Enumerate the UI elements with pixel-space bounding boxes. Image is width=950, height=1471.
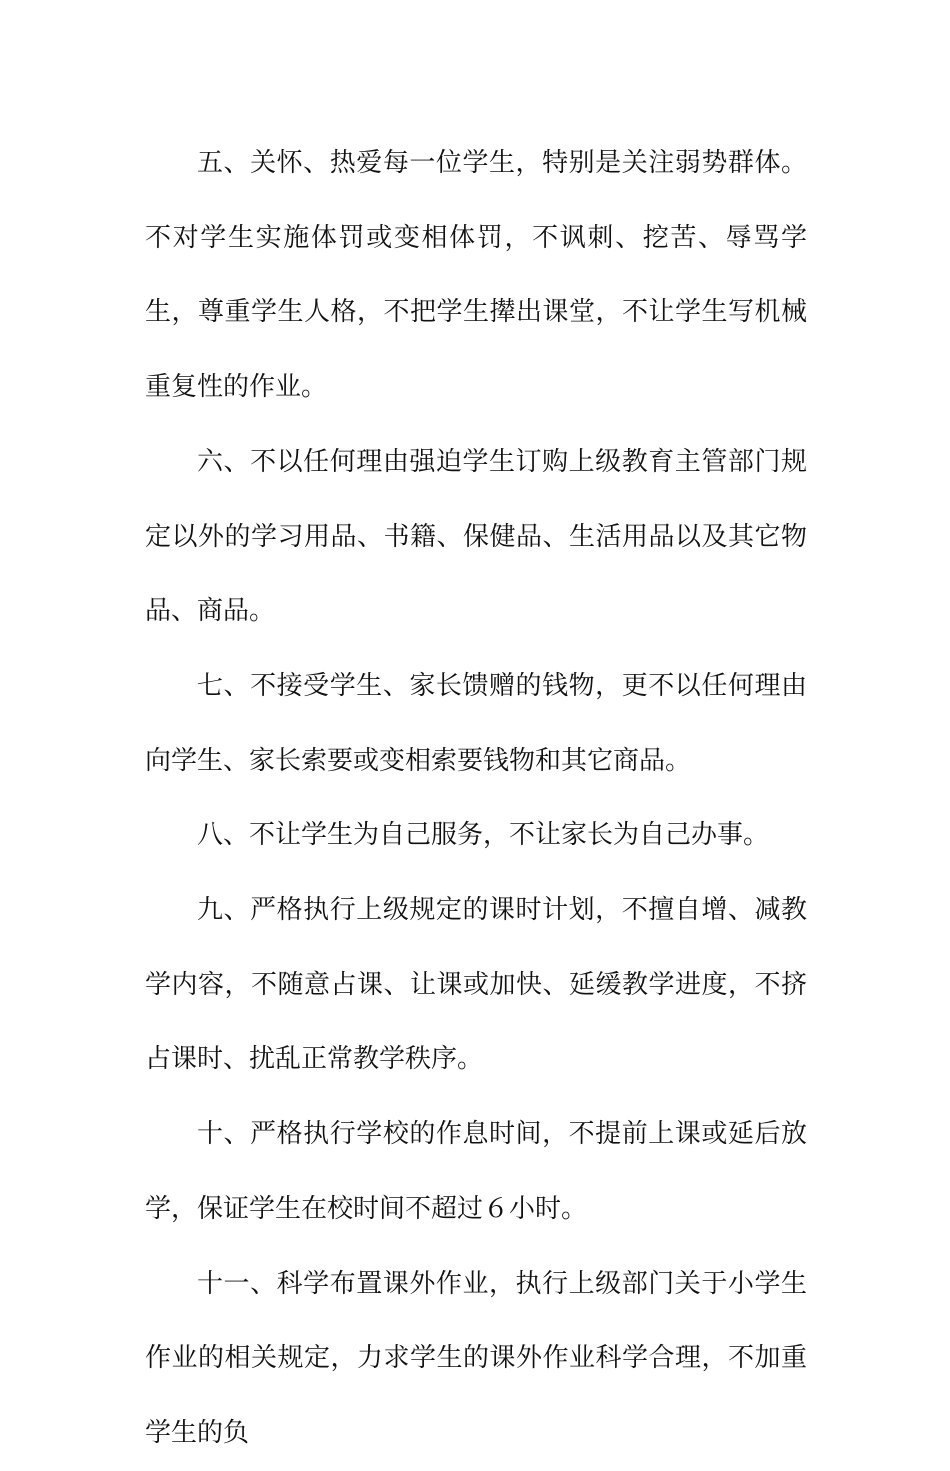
document-body <box>145 126 807 1471</box>
paragraph-item-8: 八、不让学生为自己服务，不让家长为自己办事。 <box>197 820 770 851</box>
paragraph-item-11: 十一、科学布置课外作业，执行上级部门关于小学生作业的相关规定，力求学生的课外作业科学合理，不加重学生的负 <box>145 1268 807 1448</box>
paragraph-item-7: 七、不接受学生、家长馈赠的钱物，更不以任何理由向学生、家长索要或变相索要钱物和其它商品。 <box>145 670 807 776</box>
paragraph-item-5: 五、关怀、热爱每一位学生，特别是关注弱势群体。不对学生实施体罚或变相体罚，不讽刺、挖苦、辱骂学生，尊重学生人格，不把学生撵出课堂，不让学生写机械重复性的作业。 <box>145 148 807 403</box>
paragraph-item-9: 九、严格执行上级规定的课时计划，不擅自增、减教学内容，不随意占课、让课或加快、延缓教学进度，不挤占课时、扰乱正常教学秩序。 <box>145 895 807 1075</box>
paragraph-item-10: 十、严格执行学校的作息时间，不提前上课或延后放学，保证学生在校时间不超过６小时。 <box>145 1119 807 1224</box>
paragraph-item-6: 六、不以任何理由强迫学生订购上级教育主管部门规定以外的学习用品、书籍、保健品、生活用品以及其它物品、商品。 <box>145 446 807 627</box>
